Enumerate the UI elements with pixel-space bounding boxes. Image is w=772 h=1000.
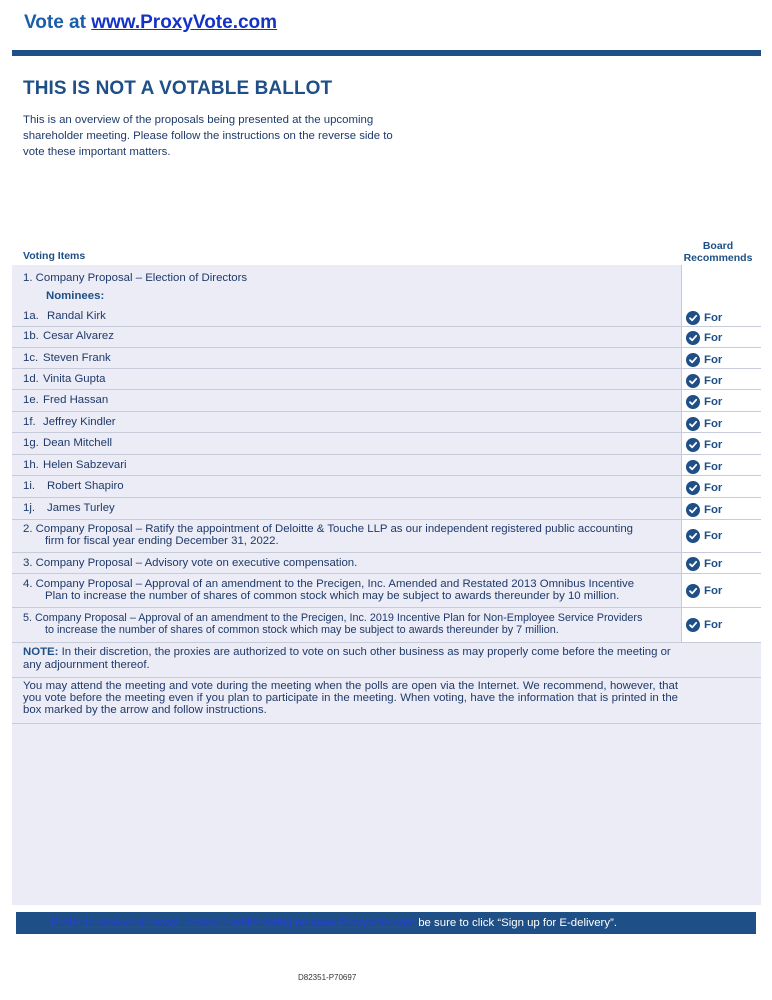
nominee-recommendation: For [686,331,722,345]
nominee-number: 1d. [23,373,39,385]
nominee-row [12,369,761,390]
proposal-4-recommendation: For [686,584,722,598]
nominee-label [23,502,115,514]
nominee-recommendation: For [686,481,722,495]
nominee-label [23,330,114,342]
nominee-recommendation: For [686,438,722,452]
note-body: In their discretion, the proxies are authorized to vote on such other business as may properly come before the meeting or any adjournment thereof. [23,646,671,671]
proposal-5-row [12,608,761,643]
nominee-label [23,373,105,385]
check-circle-icon [686,529,700,543]
check-circle-icon [686,460,700,474]
check-circle-icon [686,395,700,409]
nominees-label: Nominees: [46,290,105,302]
nominee-row [12,390,761,412]
nominee-name: Cesar Alvarez [43,330,114,342]
nominee-row [12,476,761,498]
nominee-recommendation: For [686,395,722,409]
nominee-row [12,498,761,520]
proposal-2-recommendation: For [686,529,722,543]
nominee-row [12,455,761,476]
nominee-recommendation: For [686,417,722,431]
check-circle-icon [686,557,700,571]
e-delivery-banner [16,912,756,934]
note-label: NOTE: [23,646,59,658]
vote-header [24,12,277,34]
nominee-row [12,348,761,369]
check-circle-icon [686,374,700,388]
intro-text: This is an overview of the proposals being presented at the upcoming shareholder meeting. Please follow the instructions on the reverse side to vote these important matters. [23,114,393,158]
e-delivery-link[interactable]: Prefer to receive an email instead? While voting on www.ProxyVote.com [51,917,416,929]
nominee-label [23,352,111,364]
nominee-name: James Turley [47,502,115,514]
check-circle-icon [686,481,700,495]
nominee-number: 1b. [23,330,39,342]
nominee-name: Dean Mitchell [43,437,113,449]
proposal-4-text: 4. Company Proposal – Approval of an amendment to the Precigen, Inc. Amended and Restated 2013 Omnibus Incentive Plan to increase the number of shares of common stock which may be subject to awards thereunder by 10 million. [23,578,635,602]
nominee-number: 1f. [23,416,36,428]
check-circle-icon [686,311,700,325]
proposal-5-recommendation: For [686,618,722,632]
vote-header-prefix: Vote at [24,12,92,33]
board-heading-line2: Recommends [683,252,753,264]
nominee-label [23,416,116,428]
nominee-name: Steven Frank [43,352,111,364]
attend-meeting-text: You may attend the meeting and vote during the meeting when the polls are open via the Internet. We recommend, however, that you vote before the meeting even if you plan to participate in the meeting. When voting, have the information that is printed in the box marked by the arrow and follow instructions. [23,680,678,716]
e-delivery-text: be sure to click “Sign up for E-delivery”. [415,917,617,929]
nominee-number: 1j. [23,502,36,514]
nominee-recommendation: For [686,353,722,367]
nominee-name: Randal Kirk [47,310,106,322]
nominee-name: Helen Sabzevari [43,459,127,471]
nominee-recommendation: For [686,311,722,325]
nominee-label [23,480,124,492]
proposal-1-label: 1. Company Proposal – Election of Directors [23,272,248,284]
nominee-number: 1c. [23,352,39,364]
nominee-row [12,306,761,327]
nominee-number: 1e. [23,394,39,406]
nominee-name: Fred Hassan [43,394,109,406]
nominee-number: 1i. [23,480,36,492]
proposal-4-row [12,574,761,608]
voting-items-heading: Voting Items [23,250,86,262]
check-circle-icon [686,503,700,517]
note-text [23,646,683,672]
nominee-recommendation: For [686,503,722,517]
page-title: THIS IS NOT A VOTABLE BALLOT [23,78,333,99]
divider [12,723,761,724]
nominee-number: 1h. [23,459,39,471]
proxyvote-link[interactable]: www.ProxyVote.com [91,12,278,33]
check-circle-icon [686,584,700,598]
nominee-recommendation: For [686,374,722,388]
header-divider [12,50,761,56]
nominee-label [23,459,127,471]
proposal-2-row [12,520,761,553]
check-circle-icon [686,618,700,632]
nominee-row [12,433,761,455]
nominee-name: Vinita Gupta [43,373,106,385]
nominee-label [23,310,106,322]
proposal-3-row [12,553,761,574]
nominee-label [23,394,108,406]
board-recommends-heading [683,240,753,264]
check-circle-icon [686,353,700,367]
check-circle-icon [686,331,700,345]
divider [12,677,761,678]
proposal-3-text: 3. Company Proposal – Advisory vote on executive compensation. [23,557,358,569]
document-code: D82351-P70697 [298,973,357,982]
nominee-number: 1g. [23,437,39,449]
check-circle-icon [686,417,700,431]
nominee-number: 1a. [23,310,39,322]
nominee-name: Robert Shapiro [47,480,124,492]
check-circle-icon [686,438,700,452]
nominee-row [12,412,761,433]
proposal-2-text: 2. Company Proposal – Ratify the appointment of Deloitte & Touche LLP as our independent registered public accounting firm for fiscal year ending December 31, 2022. [23,523,633,547]
nominee-name: Jeffrey Kindler [43,416,116,428]
board-heading-line1: Board [702,240,734,252]
nominee-row [12,326,761,348]
nominee-label [23,437,112,449]
proposal-5-text: 5. Company Proposal – Approval of an amendment to the Precigen, Inc. 2019 Incentive Plan for Non-Employee Service Providers to increase the number of shares of common stock which may be subject to awards thereunder by 7 million. [23,612,643,636]
nominee-recommendation: For [686,460,722,474]
proposal-3-recommendation: For [686,557,722,571]
